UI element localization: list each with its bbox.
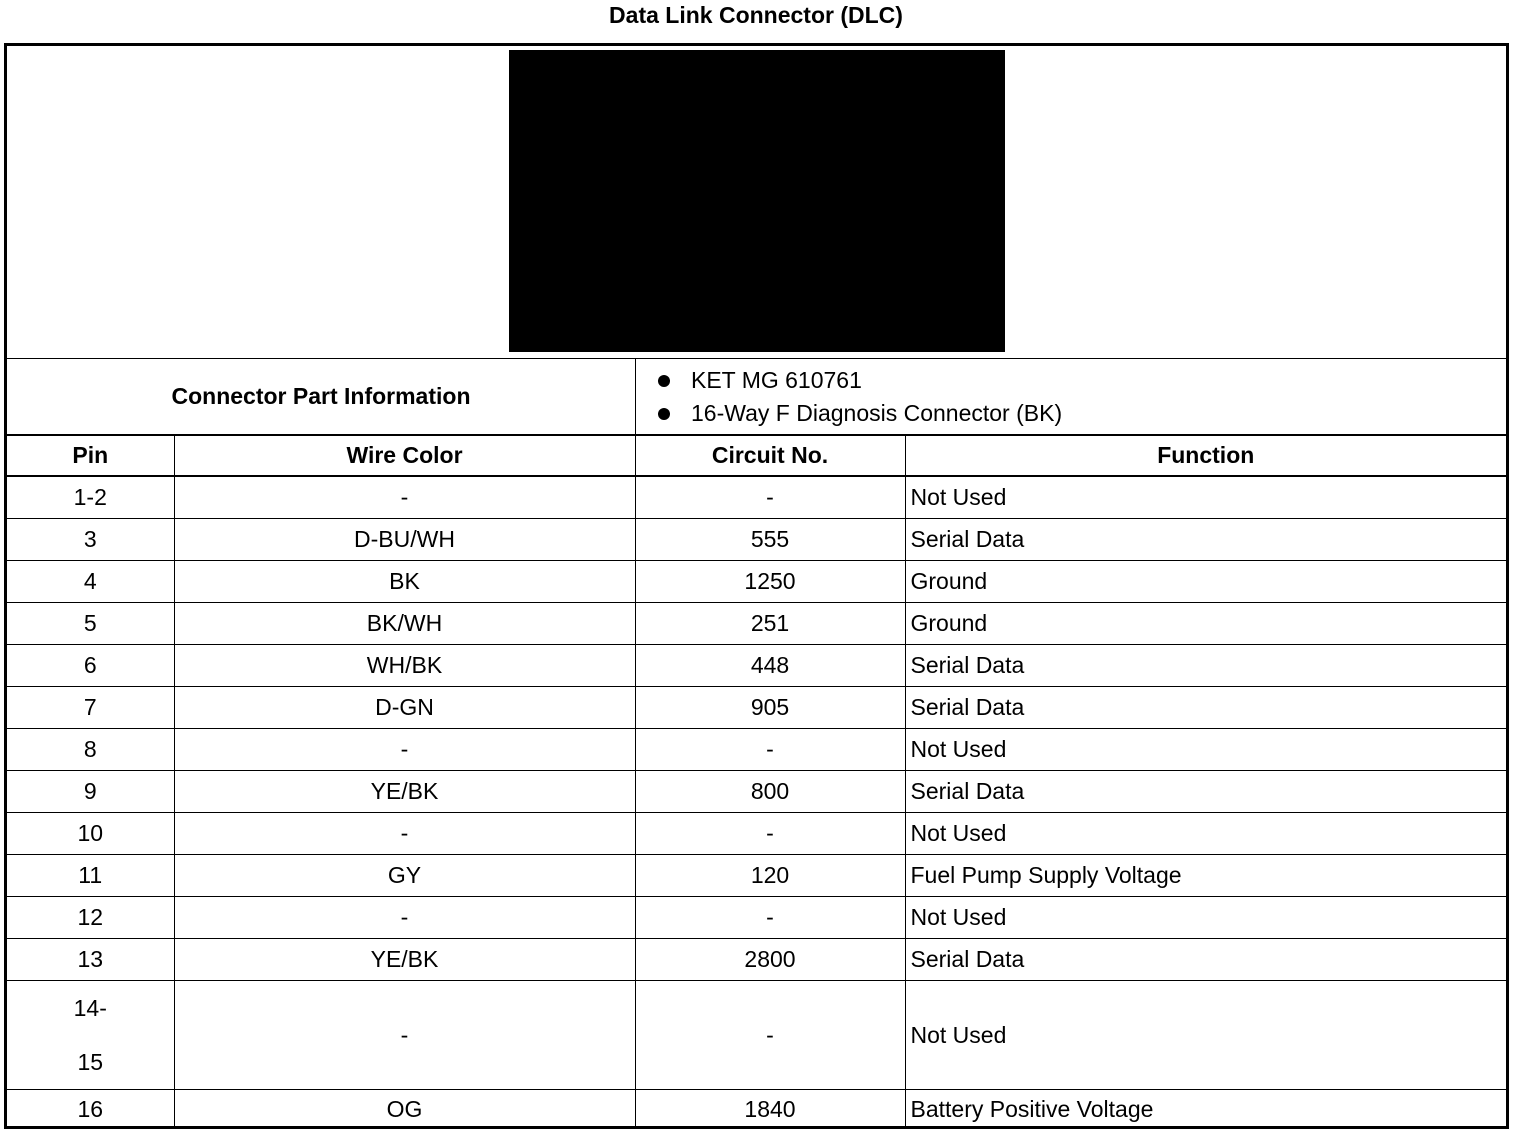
cell-wire-color: - bbox=[174, 897, 635, 939]
cell-pin: 16 bbox=[77, 1096, 104, 1122]
cell-function: Not Used bbox=[905, 476, 1506, 519]
cell-wire-color: BK/WH bbox=[174, 603, 635, 645]
cell-pin: 5 bbox=[7, 603, 174, 645]
cell-function: Serial Data bbox=[905, 771, 1506, 813]
cell-wire-color: GY bbox=[174, 855, 635, 897]
bullet-icon bbox=[658, 375, 670, 387]
table-row bbox=[7, 1090, 1506, 1130]
cell-pin: 13 bbox=[7, 939, 174, 981]
cell-function: Serial Data bbox=[905, 519, 1506, 561]
cell-wire-color: BK bbox=[174, 561, 635, 603]
cell-function: Not Used bbox=[905, 729, 1506, 771]
cell-pin-line: 15 bbox=[77, 1049, 104, 1075]
header-pin: Pin bbox=[7, 436, 174, 476]
part-info-item bbox=[636, 364, 1506, 397]
cell-wire-color: WH/BK bbox=[174, 645, 635, 687]
cell-circuit-no: 555 bbox=[635, 519, 905, 561]
cell-function: Not Used bbox=[905, 981, 1506, 1090]
cell-function: Ground bbox=[905, 603, 1506, 645]
connector-part-info-label: Connector Part Information bbox=[7, 359, 636, 434]
part-info-text: KET MG 610761 bbox=[691, 367, 862, 393]
table-header-row bbox=[7, 436, 1506, 476]
cell-circuit-no: 448 bbox=[635, 645, 905, 687]
cell-wire-color: D-GN bbox=[174, 687, 635, 729]
cell-pin: 11 bbox=[7, 855, 174, 897]
cell-pin: 12 bbox=[7, 897, 174, 939]
connector-part-info-row bbox=[7, 359, 1506, 436]
cell-pin: 10 bbox=[7, 813, 174, 855]
cell-wire-color: - bbox=[174, 981, 635, 1090]
table-row bbox=[7, 981, 1506, 1090]
cell-circuit-no: 1840 bbox=[635, 1090, 905, 1130]
part-info-item bbox=[636, 397, 1506, 430]
bullet-icon bbox=[658, 408, 670, 420]
pin-table bbox=[7, 436, 1506, 1129]
header-wire-color: Wire Color bbox=[174, 436, 635, 476]
cell-circuit-no: 251 bbox=[635, 603, 905, 645]
cell-circuit-no: - bbox=[635, 813, 905, 855]
cell-circuit-no: - bbox=[635, 729, 905, 771]
connector-image-area bbox=[7, 46, 1506, 359]
cell-function: Serial Data bbox=[905, 939, 1506, 981]
cell-circuit-no: - bbox=[635, 897, 905, 939]
table-row bbox=[7, 603, 1506, 645]
cell-circuit-no: 1250 bbox=[635, 561, 905, 603]
cell-function: Battery Positive Voltage bbox=[905, 1090, 1506, 1130]
cell-circuit-no: 2800 bbox=[635, 939, 905, 981]
cell-function: Not Used bbox=[905, 813, 1506, 855]
cell-function: Serial Data bbox=[905, 645, 1506, 687]
cell-pin: 9 bbox=[7, 771, 174, 813]
table-row bbox=[7, 855, 1506, 897]
cell-function: Fuel Pump Supply Voltage bbox=[905, 855, 1506, 897]
cell-wire-color: YE/BK bbox=[174, 939, 635, 981]
cell-wire-color: D-BU/WH bbox=[174, 519, 635, 561]
part-info-text: 16-Way F Diagnosis Connector (BK) bbox=[691, 400, 1063, 426]
table-row bbox=[7, 897, 1506, 939]
connector-sheet bbox=[4, 43, 1509, 1129]
cell-pin: 6 bbox=[7, 645, 174, 687]
cell-pin: 1-2 bbox=[7, 476, 174, 519]
table-row bbox=[7, 813, 1506, 855]
table-row bbox=[7, 561, 1506, 603]
cell-circuit-no: 800 bbox=[635, 771, 905, 813]
table-row bbox=[7, 771, 1506, 813]
cell-pin: 4 bbox=[7, 561, 174, 603]
connector-part-info-list bbox=[636, 359, 1506, 434]
cell-pin: 3 bbox=[7, 519, 174, 561]
page-title: Data Link Connector (DLC) bbox=[609, 2, 903, 28]
cell-pin bbox=[7, 981, 174, 1090]
header-function: Function bbox=[905, 436, 1506, 476]
table-row bbox=[7, 939, 1506, 981]
table-row bbox=[7, 687, 1506, 729]
cell-function: Serial Data bbox=[905, 687, 1506, 729]
cell-wire-color: - bbox=[174, 476, 635, 519]
cell-wire-color: OG bbox=[174, 1090, 635, 1130]
cell-circuit-no: 120 bbox=[635, 855, 905, 897]
connector-face-image bbox=[509, 50, 1005, 352]
cell-wire-color: - bbox=[174, 813, 635, 855]
cell-pin: 7 bbox=[7, 687, 174, 729]
table-row bbox=[7, 519, 1506, 561]
header-circuit-no: Circuit No. bbox=[635, 436, 905, 476]
table-row bbox=[7, 645, 1506, 687]
cell-wire-color: - bbox=[174, 729, 635, 771]
cell-function: Ground bbox=[905, 561, 1506, 603]
table-row bbox=[7, 476, 1506, 519]
cell-circuit-no: - bbox=[635, 981, 905, 1090]
table-row bbox=[7, 729, 1506, 771]
cell-circuit-no: 905 bbox=[635, 687, 905, 729]
cell-pin: 8 bbox=[7, 729, 174, 771]
cell-function: Not Used bbox=[905, 897, 1506, 939]
cell-circuit-no: - bbox=[635, 476, 905, 519]
cell-wire-color: YE/BK bbox=[174, 771, 635, 813]
cell-pin-line: 14- bbox=[73, 995, 107, 1021]
